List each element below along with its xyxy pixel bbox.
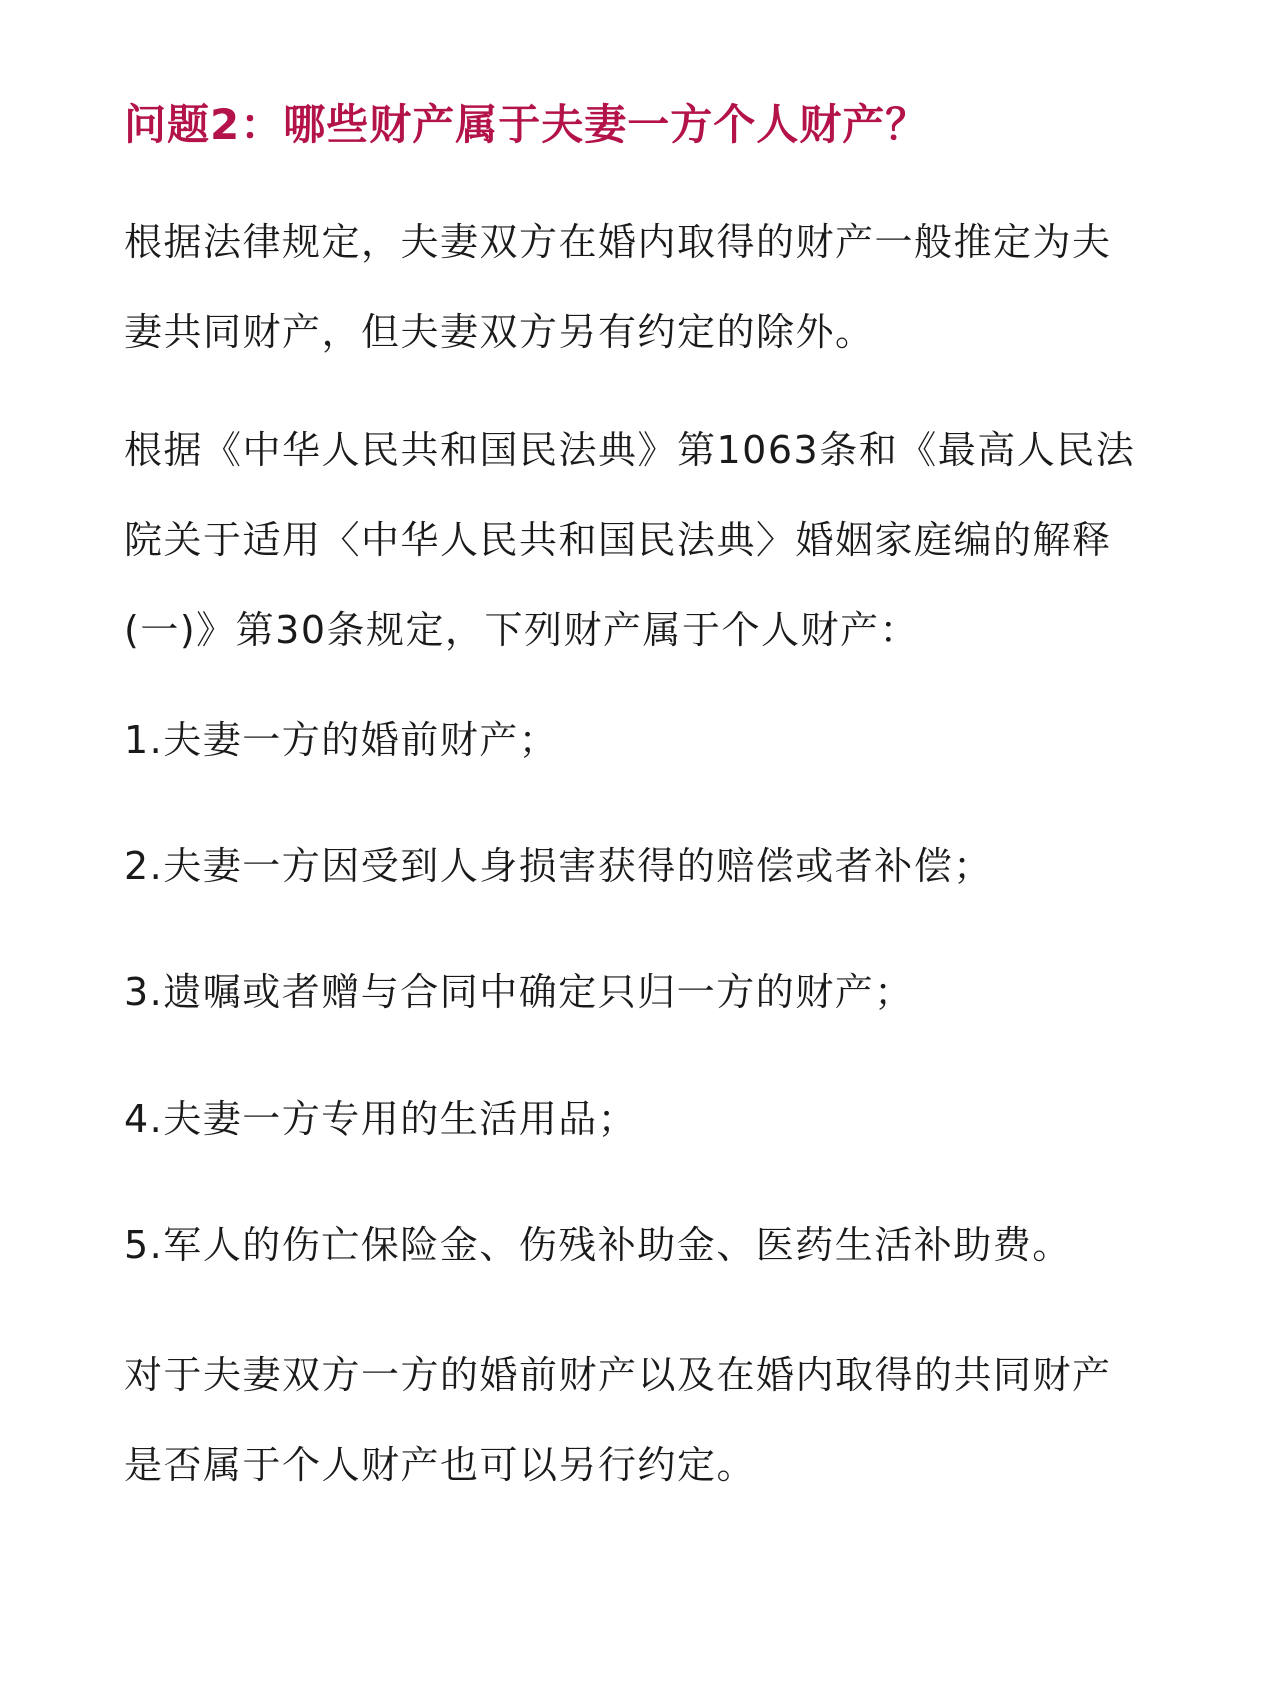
- legal-basis-line-2: 院关于适用〈中华人民共和国民法典〉婚姻家庭编的解释: [124, 518, 1112, 562]
- list-item-4: 4.夫妻一方专用的生活用品；: [124, 1097, 638, 1141]
- closing-paragraph: [124, 1330, 1174, 1510]
- list-item-5: 5.军人的伤亡保险金、伤残补助金、医药生活补助费。: [124, 1223, 1072, 1267]
- legal-basis-line-3: (一)》第30条规定，下列财产属于个人财产：: [124, 608, 920, 652]
- closing-line-1: 对于夫妻双方一方的婚前财产以及在婚内取得的共同财产: [124, 1353, 1112, 1397]
- list-item-3: 3.遗嘱或者赠与合同中确定只归一方的财产；: [124, 970, 914, 1014]
- legal-basis-line-1: 根据《中华人民共和国民法典》第1063条和《最高人民法: [124, 428, 1136, 472]
- closing-line-2: 是否属于个人财产也可以另行约定。: [124, 1443, 757, 1487]
- question-title: 问题2：哪些财产属于夫妻一方个人财产？: [124, 100, 929, 149]
- list-item-1: 1.夫妻一方的婚前财产；: [124, 718, 559, 762]
- intro-line-1: 根据法律规定，夫妻双方在婚内取得的财产一般推定为夫: [124, 220, 1112, 264]
- list-item-2: 2.夫妻一方因受到人身损害获得的赔偿或者补偿；: [124, 844, 993, 888]
- legal-basis-paragraph: [124, 405, 1174, 675]
- intro-paragraph: [124, 197, 1174, 377]
- intro-line-2: 妻共同财产，但夫妻双方另有约定的除外。: [124, 310, 875, 354]
